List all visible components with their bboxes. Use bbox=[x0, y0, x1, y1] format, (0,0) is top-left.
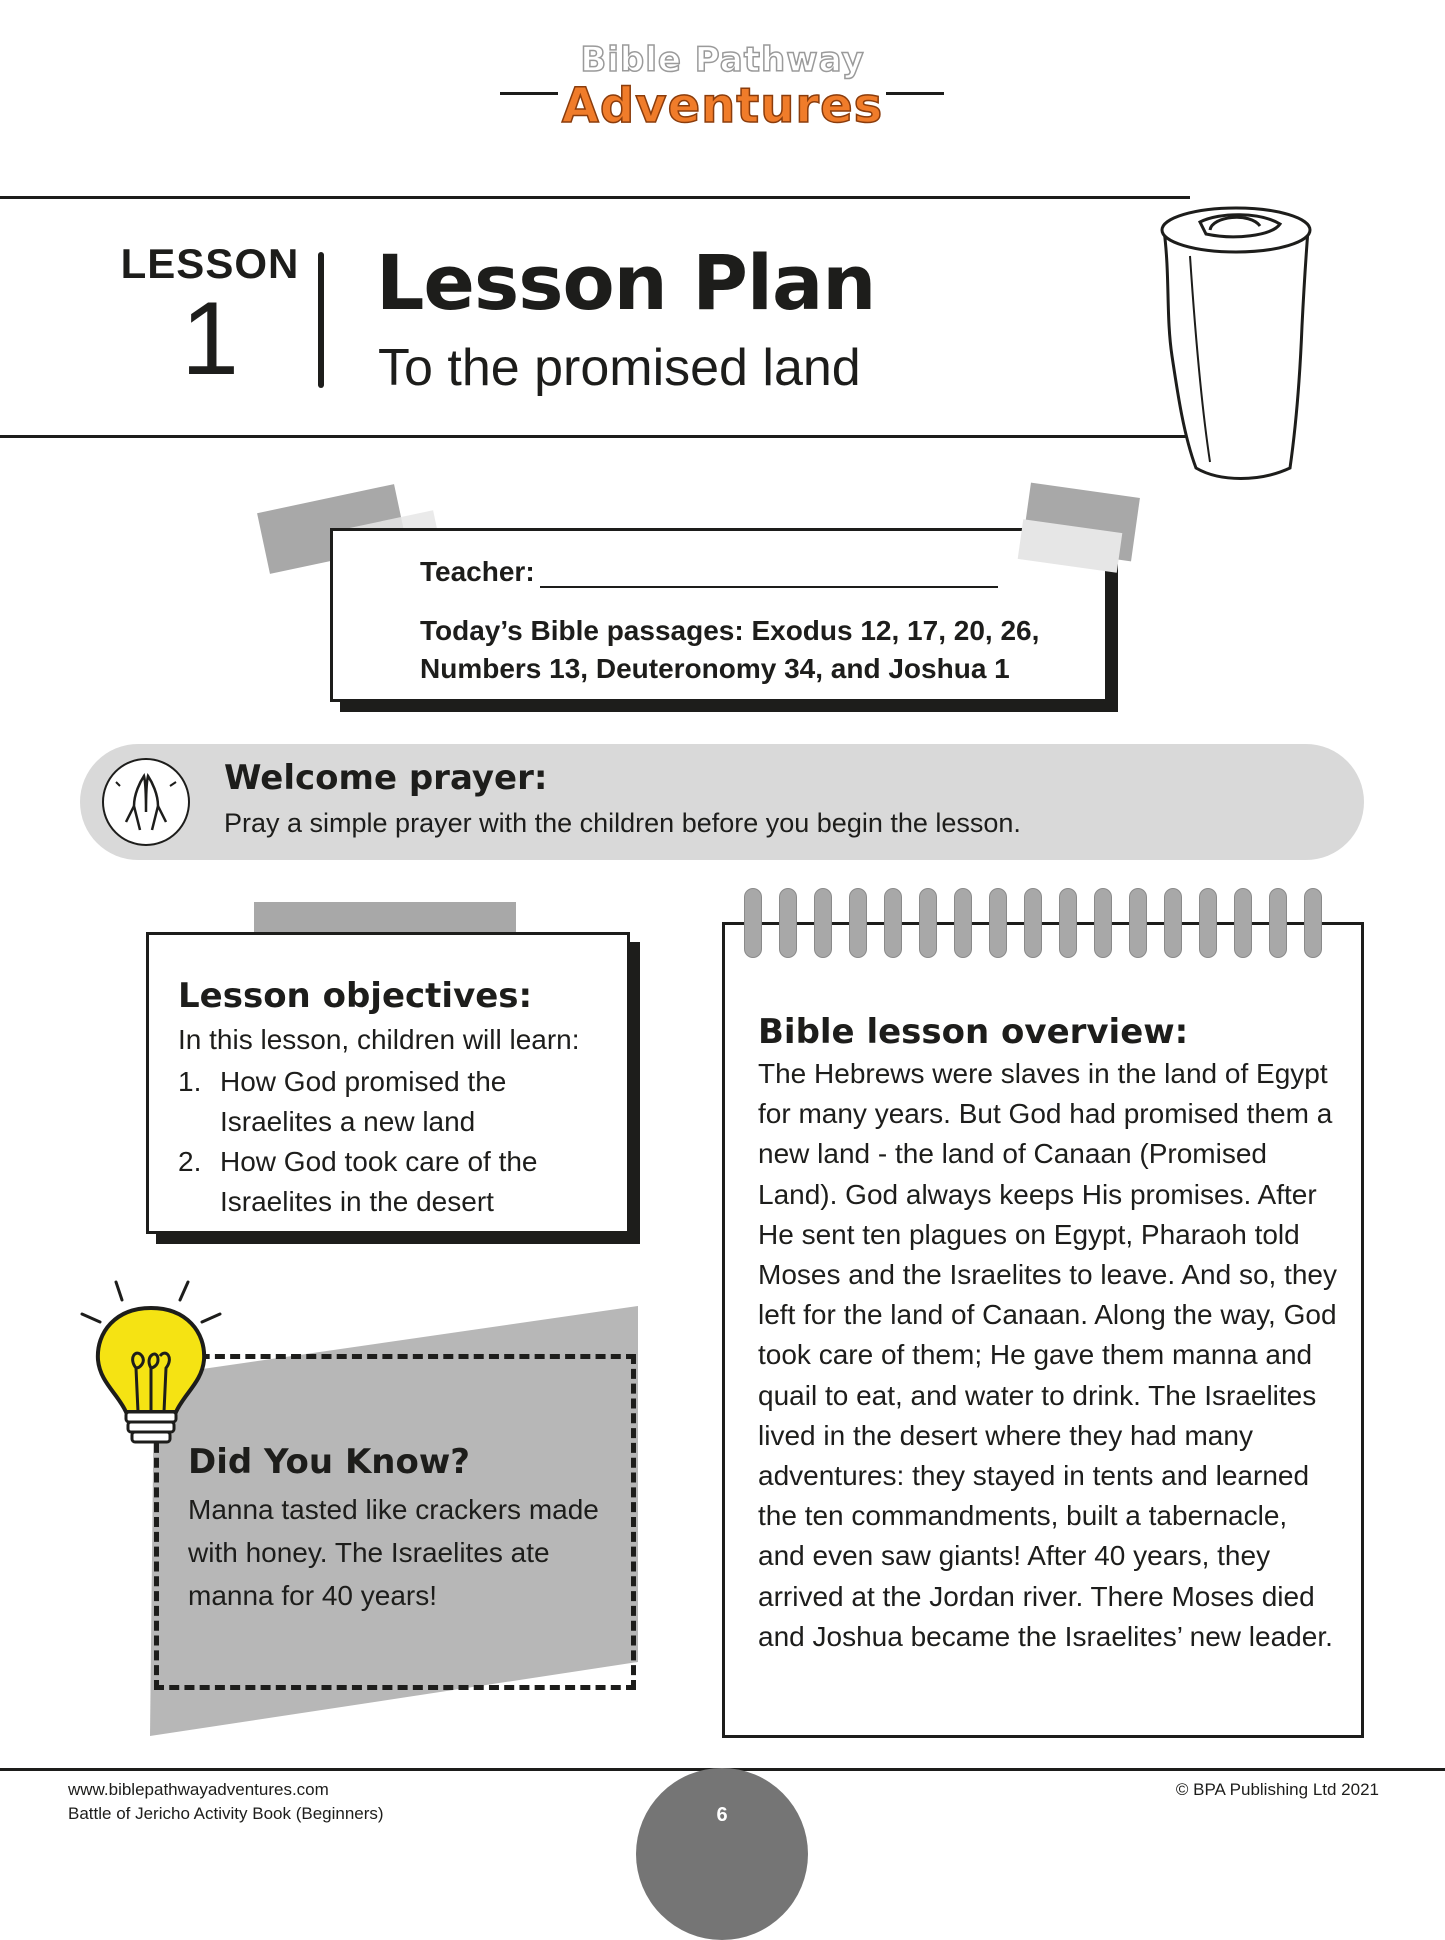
notebook-ring bbox=[779, 888, 797, 958]
teacher-label: Teacher: bbox=[420, 556, 535, 587]
page-subtitle: To the promised land bbox=[378, 339, 861, 397]
footer-copyright: © BPA Publishing Ltd 2021 bbox=[1175, 1780, 1379, 1799]
praying-hands-icon bbox=[102, 758, 190, 846]
page-number: 6 bbox=[716, 1804, 728, 1826]
list-item-number: 2. bbox=[178, 1146, 202, 1177]
notebook-ring bbox=[954, 888, 972, 958]
teacher-name-line[interactable] bbox=[540, 586, 998, 588]
overview-text: The Hebrews were slaves in the land of Egypt for many years. But God had promised them a new land - the land of Canaan (Promised Land). God always keeps His promises. After He sent ten plagues on Egypt, Pharaoh told Moses and the Israelites to leave. And so, they left for the land of Canaan. Along the way, God took care of them; He gave them manna and quail to eat, and water to drink. The Israelites lived in the desert where they had many adventures: they stayed in tents and learned the ten commandments, built a tabernacle, and even saw giants! After 40 years, they arrived at the Jordan river. There Moses died and Joshua became the Israelites’ new leader. bbox=[758, 1058, 1338, 1652]
notebook-ring bbox=[884, 888, 902, 958]
footer-website[interactable]: www.biblepathwayadventures.com bbox=[68, 1780, 329, 1799]
bible-passages: Today’s Bible passages: Exodus 12, 17, 20, 26, Numbers 13, Deuteronomy 34, and Joshua 1 bbox=[420, 615, 1040, 684]
notebook-ring bbox=[1024, 888, 1042, 958]
did-you-know-text: Manna tasted like crackers made with honey. The Israelites ate manna for 40 years! bbox=[188, 1494, 599, 1611]
lesson-label: LESSON bbox=[120, 240, 300, 287]
notebook-ring bbox=[919, 888, 937, 958]
lesson-divider bbox=[318, 252, 324, 388]
notebook-ring bbox=[1304, 888, 1322, 958]
did-you-know-heading: Did You Know? bbox=[188, 1442, 470, 1482]
objectives-list bbox=[178, 1062, 608, 1222]
page-number-badge bbox=[636, 1768, 808, 1940]
lightbulb-icon bbox=[76, 1272, 226, 1452]
footer-left bbox=[68, 1778, 384, 1826]
list-item bbox=[178, 1142, 608, 1222]
notebook-ring bbox=[1269, 888, 1287, 958]
logo-top-text: Bible Pathway bbox=[580, 40, 865, 80]
footer-book-title: Battle of Jericho Activity Book (Beginners) bbox=[68, 1804, 384, 1823]
list-item-text: How God promised the Israelites a new land bbox=[220, 1066, 507, 1137]
prayer-heading: Welcome prayer: bbox=[224, 758, 548, 798]
lesson-number: 1 bbox=[181, 281, 239, 397]
notebook-ring bbox=[1059, 888, 1077, 958]
notebook-ring bbox=[1129, 888, 1147, 958]
notebook-ring bbox=[814, 888, 832, 958]
objectives-intro: In this lesson, children will learn: bbox=[178, 1024, 580, 1055]
notebook-ring bbox=[1234, 888, 1252, 958]
notebook-ring bbox=[989, 888, 1007, 958]
page-title: Lesson Plan bbox=[376, 238, 876, 327]
prayer-text: Pray a simple prayer with the children before you begin the lesson. bbox=[224, 808, 1021, 838]
tape bbox=[254, 902, 516, 934]
logo-main-text: Adventures bbox=[561, 78, 884, 134]
notebook-ring bbox=[1164, 888, 1182, 958]
list-item-text: How God took care of the Israelites in the desert bbox=[220, 1146, 538, 1217]
overview-heading: Bible lesson overview: bbox=[758, 1012, 1189, 1052]
notebook-ring bbox=[849, 888, 867, 958]
notebook-ring bbox=[1094, 888, 1112, 958]
scroll-icon bbox=[1150, 196, 1318, 486]
notebook-ring bbox=[1199, 888, 1217, 958]
notebook-ring bbox=[744, 888, 762, 958]
list-item bbox=[178, 1062, 608, 1142]
list-item-number: 1. bbox=[178, 1066, 202, 1097]
objectives-heading: Lesson objectives: bbox=[178, 976, 533, 1016]
